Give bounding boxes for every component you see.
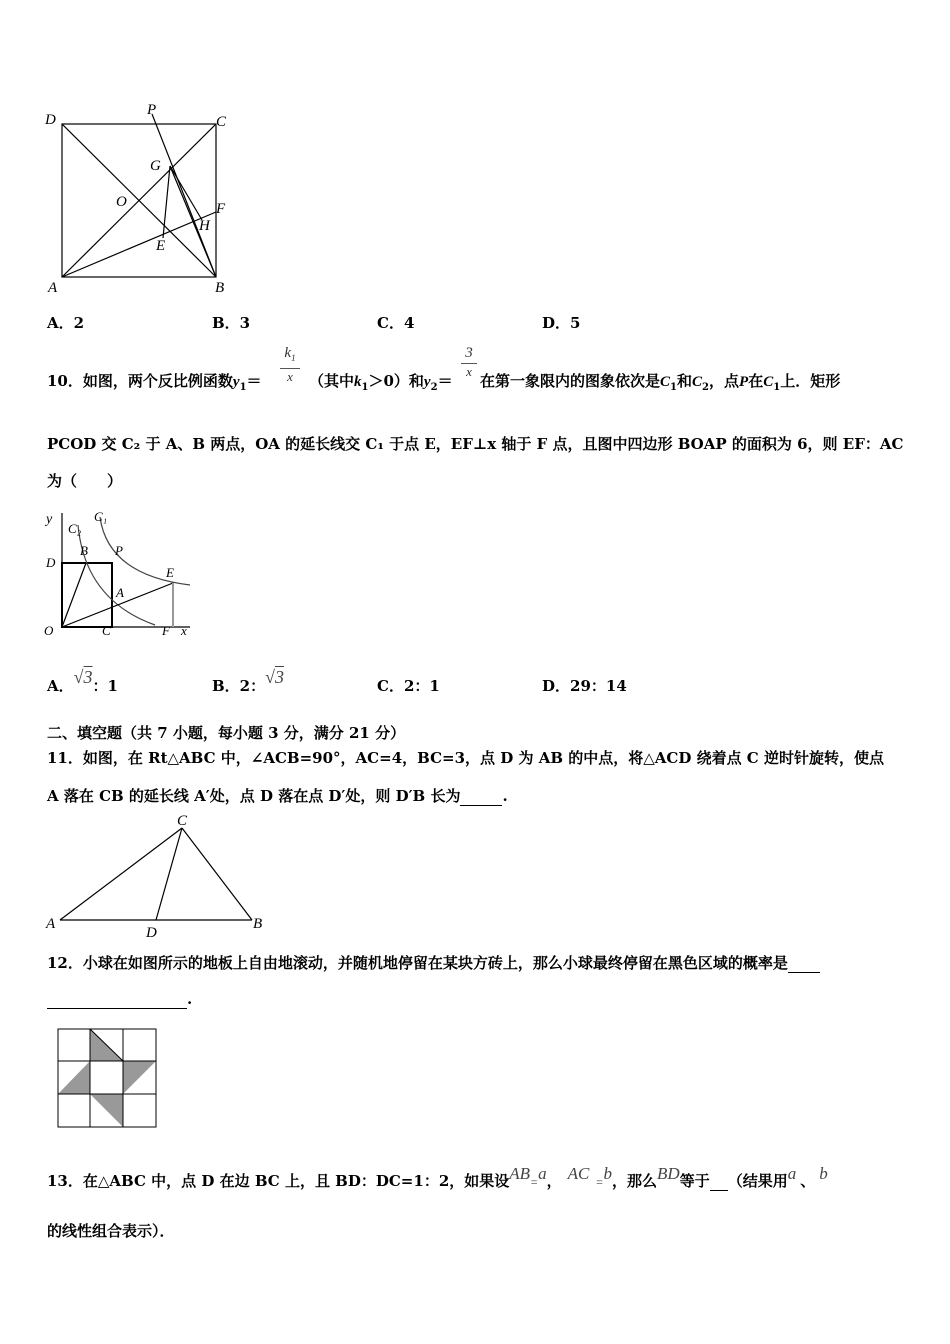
q12-line2: . — [47, 990, 192, 1009]
answer-blank-part2[interactable] — [47, 990, 187, 1009]
label-o: O — [116, 194, 127, 210]
shaded-triangle-right — [123, 1061, 156, 1094]
label-h: H — [199, 218, 210, 234]
q10-line2: PCOD 交 C₂ 于 A、B 两点，OA 的延长线交 C₁ 于点 E，EF⊥x 轴于 F 点，且图中四边形 BOAP 的面积为 6，则 EF：AC — [47, 435, 904, 453]
q10-line1: 10．如图，两个反比例函数$y_1=$ — [47, 372, 262, 393]
sqrt-icon: √3 — [265, 667, 285, 687]
label-c2: C₂ — [68, 521, 82, 536]
label-d: D — [45, 112, 56, 128]
label-e: E — [156, 238, 166, 254]
answer-blank[interactable] — [710, 1172, 728, 1191]
side-ac — [60, 828, 182, 920]
q10-line3: 为（ ） — [47, 472, 123, 490]
figure-q9-square — [40, 100, 240, 300]
label-g: G — [150, 158, 161, 174]
q12-line1: 12．小球在如图所示的地板上自由地滚动，并随机地停留在某块方砖上，那么小球最终停留在黑色区域的概率是 — [47, 952, 820, 973]
label-b: B — [80, 543, 88, 558]
label-a: A — [116, 585, 124, 600]
label-e: E — [166, 565, 174, 580]
label-f: F — [162, 623, 170, 638]
figure-q12-tile-floor — [55, 1026, 161, 1132]
label-y: y — [46, 512, 53, 527]
label-f: F — [216, 201, 226, 217]
q11-line1: 11．如图，在 Rt△ABC 中，∠ACB=90°，AC=4，BC=3，点 D 为 AB 的中点，将△ACD 绕着点 C 逆时针旋转，使点 — [47, 749, 884, 767]
q10-option-a: A．√3：1 — [47, 667, 118, 695]
q10-option-c: C．2：1 — [377, 677, 440, 695]
label-b: B — [253, 916, 263, 932]
q10-option-d: D．29：14 — [542, 677, 627, 695]
q9-option-b: B．3 — [212, 314, 251, 332]
q13-line2: 的线性组合表示）． — [47, 1222, 175, 1240]
label-b: B — [215, 280, 225, 296]
label-c: C — [102, 623, 111, 638]
q11-line2: A 落在 CB 的延长线 A′处，点 D 落在点 D′处，则 D′B 长为 . — [47, 787, 508, 805]
figure-q10-graph — [40, 505, 195, 645]
q9-option-d: D．5 — [542, 314, 581, 332]
label-c: C — [216, 114, 227, 130]
label-c1: C₁ — [94, 509, 108, 524]
section-2-heading: 二、填空题（共 7 小题，每小题 3 分，满分 21 分） — [47, 724, 406, 742]
q10-fraction-k1-over-x: $k_1$ x — [280, 345, 300, 384]
line-gh — [170, 166, 202, 220]
q13-line1: 13．在△ABC 中，点 D 在边 BC 上，且 BD：DC=1：2，如果设AB=a， AC =b，那么BD等于 （结果用a 、 b — [47, 1164, 828, 1190]
label-p: P — [115, 543, 123, 558]
label-c: C — [177, 813, 188, 829]
q9-option-a: A．2 — [47, 314, 85, 332]
q10-option-b: B．2：√3 — [212, 667, 285, 695]
label-a: A — [46, 916, 56, 932]
figure-q11-triangle — [40, 812, 270, 942]
sqrt-icon: √3 — [73, 667, 93, 687]
side-cb — [182, 828, 252, 920]
q9-option-c: C．4 — [377, 314, 415, 332]
answer-blank[interactable] — [460, 787, 502, 806]
label-a: A — [48, 280, 58, 296]
answer-blank-part1[interactable] — [788, 954, 820, 973]
q10-line1-mid: （其中$k_1>0$）和$y_2=$ — [309, 372, 453, 393]
segment-cd — [156, 828, 182, 920]
q10-line1-tail: 在第一象限内的图象依次是$C_1$和$C_2$，点P在$C_1$上．矩形 — [480, 372, 841, 393]
label-p: P — [147, 102, 157, 118]
label-x: x — [181, 623, 187, 638]
label-d: D — [146, 925, 157, 941]
q10-fraction-3-over-x: 3 x — [461, 345, 477, 379]
shaded-triangle-bottom — [90, 1094, 123, 1127]
shaded-triangle-left — [58, 1061, 90, 1094]
label-d: D — [46, 555, 56, 570]
label-o: O — [44, 623, 54, 638]
